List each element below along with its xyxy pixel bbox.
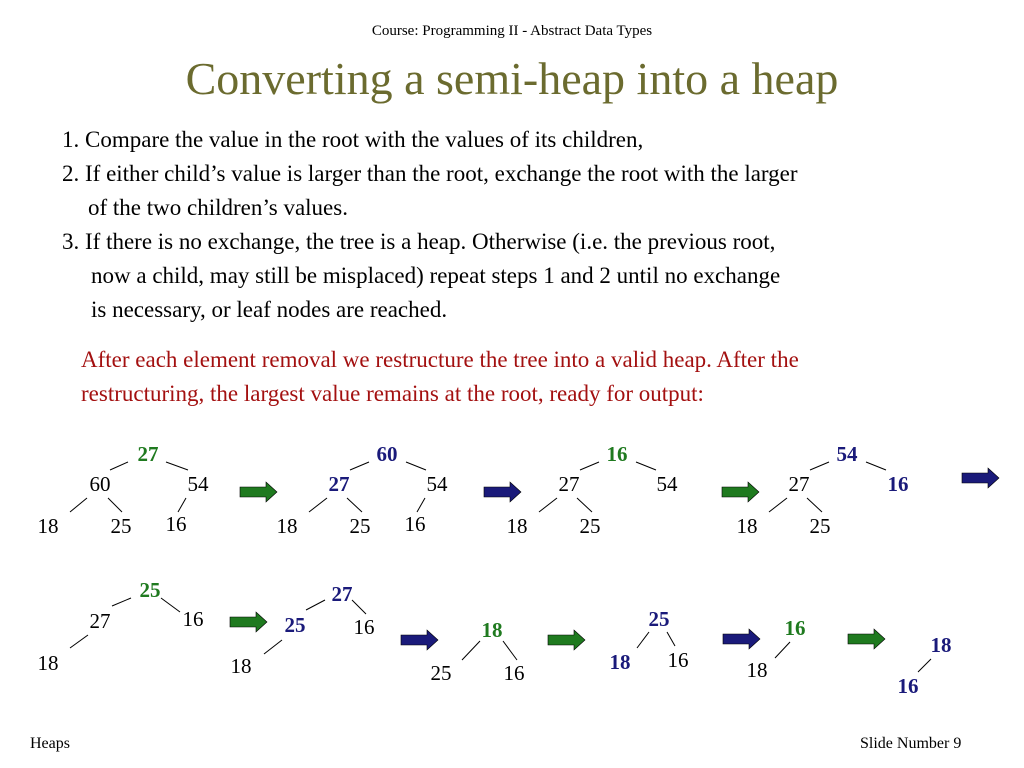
heap-tree-9 <box>747 616 806 682</box>
tree-node-r: 54 <box>187 472 209 496</box>
step-3-continued: now a child, may still be misplaced) repeat steps 1 and 2 until no exchange <box>91 263 781 288</box>
tree-edge <box>306 600 325 610</box>
tree-node-ll: 18 <box>276 514 298 538</box>
tree-edge <box>462 641 480 660</box>
step-3: 3. If there is no exchange, the tree is a heap. Otherwise (i.e. the previous root, <box>62 229 776 254</box>
tree-node-root: 60 <box>376 442 398 466</box>
tree-node-lr: 25 <box>579 514 601 538</box>
tree-node-ll: 18 <box>37 651 59 675</box>
tree-edge <box>70 498 87 512</box>
tree-node-ll: 18 <box>506 514 528 538</box>
tree-edge <box>577 498 592 512</box>
tree-node-root: 25 <box>139 578 161 602</box>
green-arrow-icon <box>230 612 267 632</box>
tree-edge <box>70 635 88 648</box>
tree-node-root: 18 <box>481 618 503 642</box>
blue-arrow-icon <box>401 630 438 650</box>
tree-edge <box>636 462 656 470</box>
tree-node-root: 18 <box>930 633 952 657</box>
green-arrow-icon <box>240 482 277 502</box>
tree-node-ll: 18 <box>230 654 252 678</box>
tree-node-l: 60 <box>89 472 111 496</box>
tree-node-l: 27 <box>328 472 350 496</box>
tree-edge <box>637 632 649 648</box>
tree-edge <box>775 642 790 658</box>
tree-edge <box>309 498 327 512</box>
tree-edge <box>110 462 128 470</box>
tree-node-l: 18 <box>609 650 631 674</box>
tree-node-root: 54 <box>836 442 858 466</box>
tree-edge <box>417 498 425 512</box>
green-arrow-icon <box>848 629 885 649</box>
tree-node-l: 25 <box>430 661 452 685</box>
tree-node-rl: 16 <box>165 512 187 536</box>
tree-edge <box>264 640 282 654</box>
tree-node-ll: 18 <box>37 514 59 538</box>
course-header: Course: Programming II - Abstract Data Types <box>371 23 653 39</box>
tree-edge <box>918 659 931 672</box>
tree-edge <box>866 462 886 470</box>
tree-edge <box>807 498 822 512</box>
tree-node-lr: 25 <box>110 514 132 538</box>
tree-edge <box>112 598 131 606</box>
step-2: 2. If either child’s value is larger than the root, exchange the root with the larger <box>62 161 798 186</box>
tree-node-root: 16 <box>784 616 806 640</box>
tree-edge <box>580 462 599 470</box>
green-arrow-icon <box>548 630 585 650</box>
tree-node-l: 16 <box>897 674 919 698</box>
tree-edge <box>350 462 369 470</box>
heap-tree-4 <box>737 442 909 538</box>
footer-slide-number: Slide Number 9 <box>860 735 962 752</box>
green-arrow-icon <box>722 482 759 502</box>
tree-node-lr: 25 <box>809 514 831 538</box>
tree-node-l: 25 <box>284 613 306 637</box>
tree-node-l: 27 <box>89 609 111 633</box>
heap-tree-3 <box>507 442 679 538</box>
heap-tree-2 <box>277 442 449 538</box>
tree-edge <box>166 462 188 470</box>
tree-node-r: 16 <box>182 607 204 631</box>
tree-node-lr: 25 <box>349 514 371 538</box>
footer-topic: Heaps <box>30 735 70 752</box>
tree-node-root: 16 <box>606 442 628 466</box>
blue-arrow-icon <box>723 629 760 649</box>
heap-tree-6 <box>231 582 375 678</box>
tree-edge <box>178 498 186 512</box>
tree-node-ll: 18 <box>736 514 758 538</box>
restructure-note-line-1: After each element removal we restructure the tree into a valid heap. After the <box>81 347 799 372</box>
heap-tree-5 <box>38 578 204 675</box>
tree-edge <box>503 641 517 660</box>
slide-title: Converting a semi-heap into a heap <box>185 53 839 104</box>
heap-tree-10 <box>898 633 952 698</box>
tree-node-r: 16 <box>887 472 909 496</box>
step-1: 1. Compare the value in the root with the values of its children, <box>62 127 644 152</box>
tree-edge <box>769 498 787 512</box>
tree-edge <box>108 498 122 512</box>
tree-node-r: 16 <box>667 648 689 672</box>
heap-tree-1 <box>38 442 210 538</box>
tree-node-r: 54 <box>656 472 678 496</box>
step-3-end: is necessary, or leaf nodes are reached. <box>91 297 448 322</box>
blue-arrow-icon <box>484 482 521 502</box>
step-2-continued: of the two children’s values. <box>88 195 348 220</box>
tree-edge <box>352 600 366 614</box>
tree-edge <box>161 598 180 612</box>
blue-arrow-icon <box>962 468 999 488</box>
tree-edge <box>406 462 426 470</box>
tree-node-r: 16 <box>503 661 525 685</box>
restructure-note-line-2: restructuring, the largest value remains at the root, ready for output: <box>81 381 704 406</box>
tree-node-rl: 16 <box>404 512 426 536</box>
tree-node-l: 27 <box>788 472 810 496</box>
tree-node-l: 27 <box>558 472 580 496</box>
tree-node-root: 25 <box>648 607 670 631</box>
tree-edge <box>810 462 829 470</box>
heap-tree-8 <box>610 607 689 674</box>
tree-node-l: 18 <box>746 658 768 682</box>
tree-node-r: 16 <box>353 615 375 639</box>
tree-node-root: 27 <box>331 582 353 606</box>
heap-tree-7 <box>431 618 525 685</box>
tree-node-root: 27 <box>137 442 159 466</box>
tree-edge <box>347 498 362 512</box>
tree-node-r: 54 <box>426 472 448 496</box>
tree-edge <box>667 632 675 646</box>
tree-edge <box>539 498 557 512</box>
